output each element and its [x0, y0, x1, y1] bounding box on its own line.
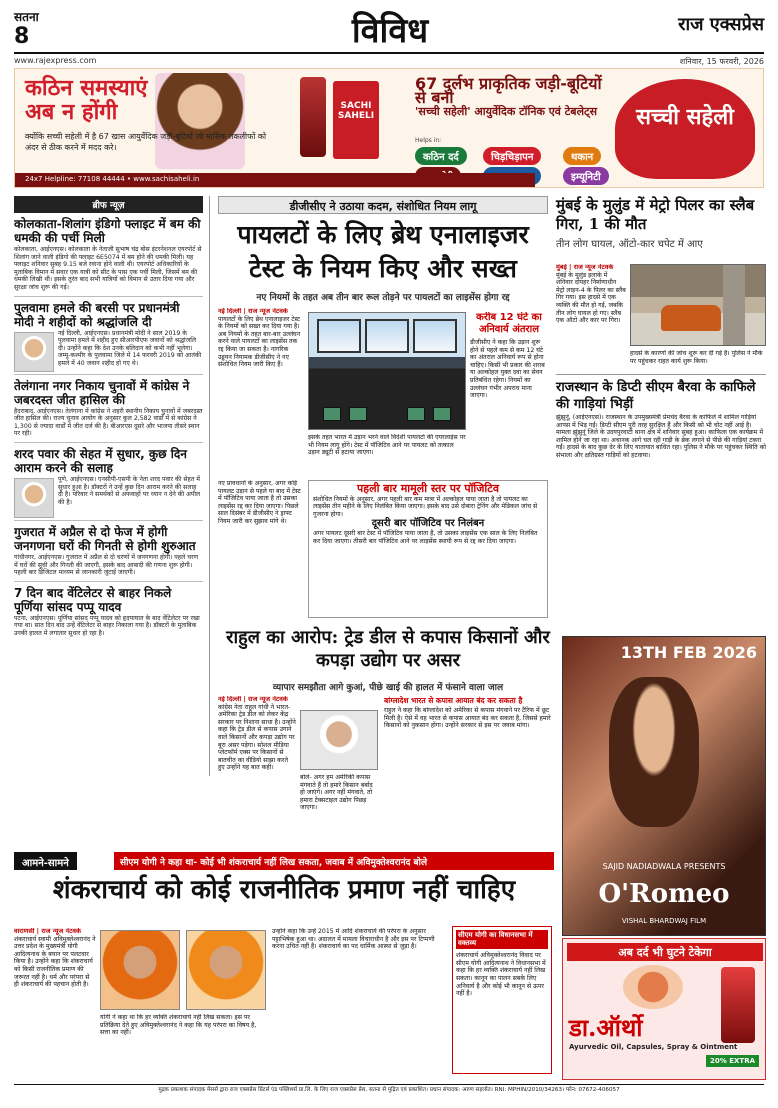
- aamne-saamne-bar: [14, 852, 554, 870]
- ad-body: क्योंकि सच्ची सहेली में है 67 खास आयुर्वेदिक जड़ी-बूटियों जो मासिक तकलीफों को अंदर से ठीक करने में मदद करे।: [25, 132, 267, 152]
- instrument-panel: [323, 407, 341, 421]
- aamne-tag: आमने-सामने: [14, 852, 77, 870]
- sharad-pawar-photo: [14, 478, 54, 518]
- sachi-saheli-ad[interactable]: [14, 68, 764, 188]
- cockpit-window: [413, 319, 457, 353]
- rahul-gandhi-photo: [300, 710, 378, 770]
- instrument-panel: [407, 407, 425, 421]
- rahul-subhead: व्यापार समझौता आगे कुआं, पीछे खाई की हालत में फंसाने वाला जाल: [272, 683, 504, 693]
- yogi-photo: [186, 930, 266, 1010]
- dgca-kicker: डीजीसीए ने उठाया कदम, संशोधित नियम लागू: [218, 196, 548, 214]
- box-body: डीजीसीए ने कहा कि उड़ान शुरू होने से पहले कम से कम 12 घंटे का अंतराल अनिवार्य रूप से होना चाहिए। किसी भी प्रकार की शराब या अल्कोहल युक्त दवा का सेवन प्रतिबंधित रहेगा। नियमों का उल्लंघन गंभीर अपराध माना जाएगा।: [470, 339, 545, 400]
- imprint-footer: मुद्रक प्रकाशक संपादक मेसर्स द्वारा राज एक्सप्रेस प्रिंटर्स एंड पब्लिशर्स प्रा.लि. के लिए राज एक्सप्रेस प्रेस, सतना से मुद्रित एवं प्रकाशित। प्रधान संपादक: अरुण सहलोत। RNI: MPHIN/2010/34263। फोन: 07672-406057: [14, 1084, 764, 1104]
- rajasthan-headline[interactable]: राजस्थान के डिप्टी सीएम बैरवा के काफिले की गाड़ियां भिड़ीं: [556, 374, 766, 413]
- dgca-column-3: नए प्रावधानों के अनुसार, अगर कोई पायलट उड़ान से पहले या बाद में टेस्ट में पॉजिटिव पाया जाता है तो उसका लाइसेंस रद्द कर दिया जाएगा। पिछले साल दिसंबर में डीजीसीए ने ड्राफ्ट नियम जारी कर सुझाव मांगे थे।: [218, 480, 301, 525]
- shankaracharya-photo: [100, 930, 180, 1010]
- metro-column-1: [556, 264, 626, 368]
- mandatory-interval-box: [470, 312, 548, 480]
- ad-pill: चिड़चिड़ापन: [483, 147, 541, 165]
- dgca-text: पायलटों के लिए ब्रेथ एनालाइजर टेस्ट के नियमों को सख्त कर दिया गया है। अब नियमों के तहत बार-बार उल्लंघन करने वाले पायलटों का लाइसेंस तक रद्द किया जा सकता है। नागरिक उड्डयन नियामक डीजीसीए ने नए संशोधित नियम जारी किए हैं।: [218, 315, 301, 369]
- shankar-column-2: योगी ने कहा था कि हर व्यक्ति शंकराचार्य नहीं लिख सकता। इस पर प्रतिक्रिया देते हुए अविमुक्तेश्वरानंद ने कहा कि यह परंपरा का विषय है, सत्ता का नहीं।: [100, 1014, 257, 1037]
- brief-body: कोलकाता, आईएनएस। कोलकाता के नेताजी सुभाष चंद्र बोस इंटरनेशनल एयरपोर्ट से शिलांग जाने वाली इंडिगो की फ्लाइट 6E5074 में बम होने की धमकी मिली। यह फ्लाइट शनिवार सुबह 9.15 बजे रवाना होने वाली थी। एयरपोर्ट अधिकारियों के मुताबिक विमान में सवार एक यात्री को सीट के पास एक पर्ची मिली, जिसमें बम की धमकी लिखी थी। इसके तुरंत बाद सभी यात्रियों को विमान से उतार दिया गया और सुरक्षा जांच शुरू की गई।: [14, 246, 202, 291]
- second-time-body: अगर पायलट दूसरी बार टेस्ट में पॉजिटिव पाया जाता है, तो उसका लाइसेंस एक साल के लिए निलंबित कर दिया जाएगा। तीसरी बार पॉजिटिव आने पर लाइसेंस स्थायी रूप से रद्द कर दिया जाएगा।: [313, 529, 538, 545]
- aamne-kicker: सीएम योगी ने कहा था- कोई भी शंकराचार्य नहीं लिख सकता, जवाब में अविमुक्तेश्वरानंद बोले: [114, 852, 554, 870]
- divider: [14, 520, 203, 521]
- divider: [14, 442, 203, 443]
- box-title: करीब 12 घंटे का अनिवार्य अंतराल: [476, 312, 542, 335]
- brief-body: पुणे, आईएनएस। एनसीपी-एसपी के नेता शरद पवार की सेहत में सुधार हुआ है। डॉक्टरों ने उन्हें कुछ दिन आराम करने की सलाह दी है। परिवार ने समर्थकों से अफवाहों पर ध्यान न देने की अपील की है।: [58, 475, 201, 506]
- shankar-text: शंकराचार्य स्वामी अविमुक्तेश्वरानंद ने उत्तर प्रदेश के मुख्यमंत्री योगी आदित्यनाथ के बयान पर पलटवार किया है। उन्होंने कहा कि शंकराचार्य को किसी राजनीतिक प्रमाण की जरूरत नहीं है। धर्म और परंपरा से ही शंकराचार्य की पहचान होती है।: [14, 935, 96, 989]
- brief-title[interactable]: 7 दिन बाद वेंटिलेटर से बाहर निकले पूर्णिया सांसद पप्पू यादव: [14, 585, 172, 614]
- cockpit-window: [365, 319, 409, 353]
- tonic-bottle-image: [300, 77, 326, 157]
- issue-date: शनिवार, 15 फरवरी, 2026: [679, 57, 764, 66]
- movie-title: O'Romeo: [598, 879, 730, 909]
- tablet-box-image: SACHI SAHELI: [333, 81, 379, 159]
- section-title: विविध: [351, 11, 429, 51]
- brief-body: गांधीनगर, आईएनएस। गुजरात में अप्रैल से दो चरणों में जनगणना होगी। पहले चरण में घरों की सूची और गिनती की जाएगी, इसके बाद आबादी की गणना शुरू होगी। पहली बार डिजिटल माध्यम से जानकारी जुटाई जाएगी।: [14, 553, 199, 577]
- dgca-column-1: [218, 308, 302, 476]
- first-time-title: पहली बार मामूली स्तर पर पॉजिटिव: [357, 482, 499, 495]
- pillar-shape: [723, 265, 745, 346]
- brief-body: हैदराबाद, आईएनएस। तेलंगाना में कांग्रेस ने शहरी स्थानीय निकाय चुनावों में जबरदस्त जीत हासिल की। राज्य चुनाव आयोग के अनुसार कुल 2,582 वार्डों में से कांग्रेस ने 1,300 से ज्यादा वार्डों में जीत दर्ज की है। बीआरएस दूसरे और भाजपा तीसरे स्थान पर रही।: [14, 407, 203, 438]
- divider: [14, 374, 203, 375]
- ortho-desc: Ayurvedic Oil, Capsules, Spray & Ointment: [569, 1043, 738, 1051]
- brief-title[interactable]: पुलवामा हमले की बरसी पर प्रधानमंत्री मोदी ने शहीदों को श्रद्धांजलि दी: [14, 300, 180, 329]
- poster-art: [609, 677, 699, 827]
- cockpit-window: [317, 319, 361, 353]
- instrument-panel: [349, 407, 367, 421]
- ad-helps-in: Helps in:: [415, 137, 442, 144]
- byline: मुंबई | राज न्यूज नेटवर्क: [556, 264, 614, 271]
- brief-body: पटना, आईएनएस। पूर्णिया सांसद पप्पू यादव को हृदयाघात के बाद वेंटिलेटर पर रखा गया था। सात दिन बाद उन्हें वेंटिलेटर से बाहर निकाला गया है। डॉक्टरों के मुताबिक उनकी हालत में लगातार सुधार हो रहा है।: [14, 614, 200, 637]
- ad-middle-line2: 'सच्ची सहेली' आयुर्वेदिक टॉनिक एवं टेबलेट्स: [415, 105, 598, 118]
- brief-body: नई दिल्ली, आईएनएस। प्रधानमंत्री मोदी ने साल 2019 के पुलवामा हमले में शहीद हुए सीआरपीएफ जवानों को श्रद्धांजलि दी। उन्होंने कहा कि देश उनके बलिदान को कभी नहीं भूलेगा। जम्मू-कश्मीर के पुलवामा जिले में 14 फरवरी 2019 को आतंकी हमले में 40 जवान शहीद हो गए थे।: [58, 329, 202, 367]
- metro-column-2: हादसे के कारणों की जांच शुरू कर दी गई है। पुलिस ने मौके पर पहुंचकर राहत कार्य शुरू किया।: [630, 350, 763, 365]
- page-number: 8: [14, 24, 30, 49]
- dr-ortho-ad[interactable]: [562, 938, 766, 1080]
- rahul-column-3: [384, 696, 556, 844]
- ortho-offer: 20% EXTRA: [706, 1055, 759, 1067]
- ortho-tagline: अब दर्द भी घुटने टेकेगा: [567, 943, 763, 961]
- brief-title[interactable]: शरद पवार की सेहत में सुधार, कुछ दिन आराम करने की सलाह: [14, 446, 187, 475]
- ad-pill: थकान: [563, 147, 601, 165]
- ad-model-image: [155, 73, 245, 169]
- ad-pill: इम्यूनिटी: [563, 167, 609, 185]
- rajasthan-body: झुंझुनूं, (आईएनएस)। राजस्थान के उपमुख्यमंत्री प्रेमचंद बैरवा के काफिले में शामिल गाड़ियां आपस में भिड़ गईं। डिप्टी सीएम पूरी तरह सुरक्षित हैं और किसी को भी चोट नहीं आई है। मामला झुंझुनूं जिले के उदयपुरवाटी थाना क्षेत्र में शनिवार सुबह हुआ। काफिला एक कार्यक्रम में शामिल होने जा रहा था। अचानक आगे चल रही गाड़ी के ब्रेक लगाने से पीछे की गाड़ियां टकरा गईं। हादसे के बाद कुछ देर के लिए यातायात बाधित रहा। पुलिस ने मौके पर पहुंचकर स्थिति को संभाला और क्षतिग्रस्त गाड़ियों को हटवाया।: [556, 414, 766, 459]
- rahul-text: कांग्रेस नेता राहुल गांधी ने भारत-अमेरिका ट्रेड डील को लेकर केंद्र सरकार पर निशाना साधा है। उन्होंने कहा कि ट्रेड डील से कपास उगाने वाले किसानों और कपड़ा उद्योग पर बुरा असर पड़ेगा। सोशल मीडिया प्लेटफॉर्म एक्स पर किसानों से बातचीत का वीडियो साझा करते हुए उन्होंने यह बात कही।: [218, 703, 296, 772]
- byline: नई दिल्ली | राज न्यूज नेटवर्क: [218, 696, 288, 703]
- paper-url[interactable]: www.rajexpress.com: [14, 56, 97, 65]
- yogi-box-body: शंकराचार्य अविमुक्तेश्वरानंद विवाद पर सीएम योगी आदित्यनाथ ने विधानसभा में कहा कि हर व्यक्ति शंकराचार्य नहीं लिख सकता। कानून का पालन सबके लिए अनिवार्य है और कोई भी कानून से ऊपर नहीं है।: [456, 952, 546, 998]
- ad-middle-title: [415, 74, 615, 119]
- dgca-column-2: इसके तहत भारत में उड़ान भरने वाले विदेशी पायलटों की एयरलाइंस पर भी नियम लागू होंगे। टेस्ट में पॉजिटिव आने पर पायलट को तत्काल उड़ान ड्यूटी से हटाया जाएगा।: [308, 434, 466, 457]
- metro-text: मुंबई के मुलुंड इलाके में शनिवार दोपहर निर्माणाधीन मेट्रो लाइन-4 के पिलर का स्लैब गिर गया। इस हादसे में एक व्यक्ति की मौत हो गई, जबकि तीन लोग घायल हो गए। स्लैब एक ऑटो और कार पर गिरा।: [556, 271, 626, 325]
- ad-middle-line1: 67 दुर्लभ प्राकृतिक जड़ी-बूटियों से बना: [415, 74, 602, 107]
- byline: नई दिल्ली | राज न्यूज नेटवर्क: [218, 308, 288, 315]
- yogi-box-title: सीएम योगी का विधानसभा में वक्तव्य: [456, 930, 548, 949]
- shankar-column-3: उन्होंने कहा कि उन्हें 2015 में आदि शंकराचार्य की परंपरा के अनुसार पट्टाभिषेक हुआ था। अदालत में मामला विचाराधीन है और इस पर टिप्पणी करना उचित नहीं है। शंकराचार्य का पद धार्मिक आस्था से जुड़ा है।: [272, 928, 435, 951]
- dgca-headline[interactable]: पायलटों के लिए ब्रेथ एनालाइजर टेस्ट के नियम किए और सख्त: [237, 220, 529, 283]
- metro-accident-photo: [630, 264, 766, 346]
- second-time-title: दूसरी बार पॉजिटिव पर निलंबन: [371, 518, 485, 530]
- rahul-side-text: राहुल ने कहा कि बांग्लादेश को अमेरिका से कपास मंगवाने पर टैरिफ में छूट मिली है। ऐसे में वह भारत से कपास आयात बंद कर सकता है, जिससे हमारे किसानों को नुकसान होगा। उन्होंने सरकार से इस पर जवाब मांगा।: [384, 707, 551, 730]
- cockpit-photo: [308, 312, 466, 430]
- brief-title[interactable]: कोलकाता-शिलांग इंडिगो फ्लाइट में बम की धमकी की पर्ची मिली: [14, 217, 201, 245]
- edition-block: [14, 10, 39, 48]
- ortho-bottle-image: [721, 967, 755, 1043]
- oromeo-movie-ad[interactable]: [562, 636, 766, 936]
- ad-headline: कठिन समस्याएं अब न होंगी: [25, 76, 148, 125]
- rahul-side-title: बांग्लादेश भारत से कपास आयात बंद कर सकता है: [384, 696, 523, 705]
- divider: [14, 581, 203, 582]
- brief-news-bar: ब्रीफ न्यूज़: [14, 196, 203, 213]
- knee-image: [623, 965, 683, 1009]
- rahul-headline[interactable]: राहुल का आरोप: ट्रेड डील से कपास किसानों और कपड़ा उद्योग पर असर: [226, 627, 550, 671]
- ad-helpline: 24x7 Helpline: 77108 44444 • www.sachisaheli.in: [15, 173, 535, 187]
- damaged-car-shape: [661, 305, 721, 331]
- edition-name: सतना: [14, 10, 39, 24]
- ad-pill: कठिन दर्द: [415, 147, 467, 165]
- modi-photo: [14, 332, 54, 372]
- brand-logo: सच्ची सहेली: [615, 79, 755, 179]
- paper-name: राज एक्सप्रेस: [678, 14, 764, 35]
- byline: वाराणसी | राज न्यूज नेटवर्क: [14, 928, 82, 935]
- rahul-column-1: [218, 696, 296, 844]
- dgca-subhead: नए नियमों के तहत अब तीन बार रूल तोड़ने पर पायलटों का लाइसेंस होगा रद्द: [256, 293, 510, 303]
- yogi-statement-box: [452, 926, 552, 1074]
- metro-subhead: तीन लोग घायल, ऑटो-कार चपेट में आए: [556, 239, 703, 250]
- presenter: SAJID NADIADWALA PRESENTS: [602, 862, 726, 871]
- brief-title[interactable]: गुजरात में अप्रैल से दो फेज में होगी जनगणना घरों की गिनती से होगी शुरुआत: [14, 524, 196, 553]
- first-time-box: [308, 480, 548, 618]
- release-date: 13TH FEB 2026: [620, 643, 757, 662]
- ortho-brand: डा.ऑर्थो: [569, 1013, 643, 1042]
- metro-headline[interactable]: मुंबई के मुलुंड में मेट्रो पिलर का स्लैब गिरा, 1 की मौत: [556, 196, 755, 233]
- brief-news-column: [14, 196, 210, 776]
- rahul-column-2: बोले- अगर हम अमेरिकी कपास मंगवाते हैं तो हमारे किसान बर्बाद हो जाएंगे। अगर नहीं मंगवाते, तो हमारा टेक्सटाइल उद्योग पिछड़ जाएगा।: [300, 774, 373, 812]
- masthead-rule: [14, 52, 764, 54]
- shankaracharya-headline[interactable]: शंकराचार्य को कोई राजनीतिक प्रमाण नहीं चाहिए: [52, 875, 516, 905]
- first-time-body: संशोधित नियमों के अनुसार, अगर पहली बार कम मात्रा में अल्कोहल पाया जाता है तो पायलट का लाइसेंस तीन महीने के लिए निलंबित किया जाएगा। इसके बाद उसे दोबारा ट्रेनिंग और मेडिकल जांच से गुजरना होगा।: [313, 495, 538, 518]
- brief-title[interactable]: तेलंगाना नगर निकाय चुनावों में कांग्रेस ने जबरदस्त जीत हासिल की: [14, 378, 190, 407]
- instrument-panel: [433, 407, 451, 421]
- shankar-column-1: [14, 928, 96, 1078]
- director-credit: VISHAL BHARDWAJ FILM: [621, 917, 707, 925]
- divider: [14, 296, 203, 297]
